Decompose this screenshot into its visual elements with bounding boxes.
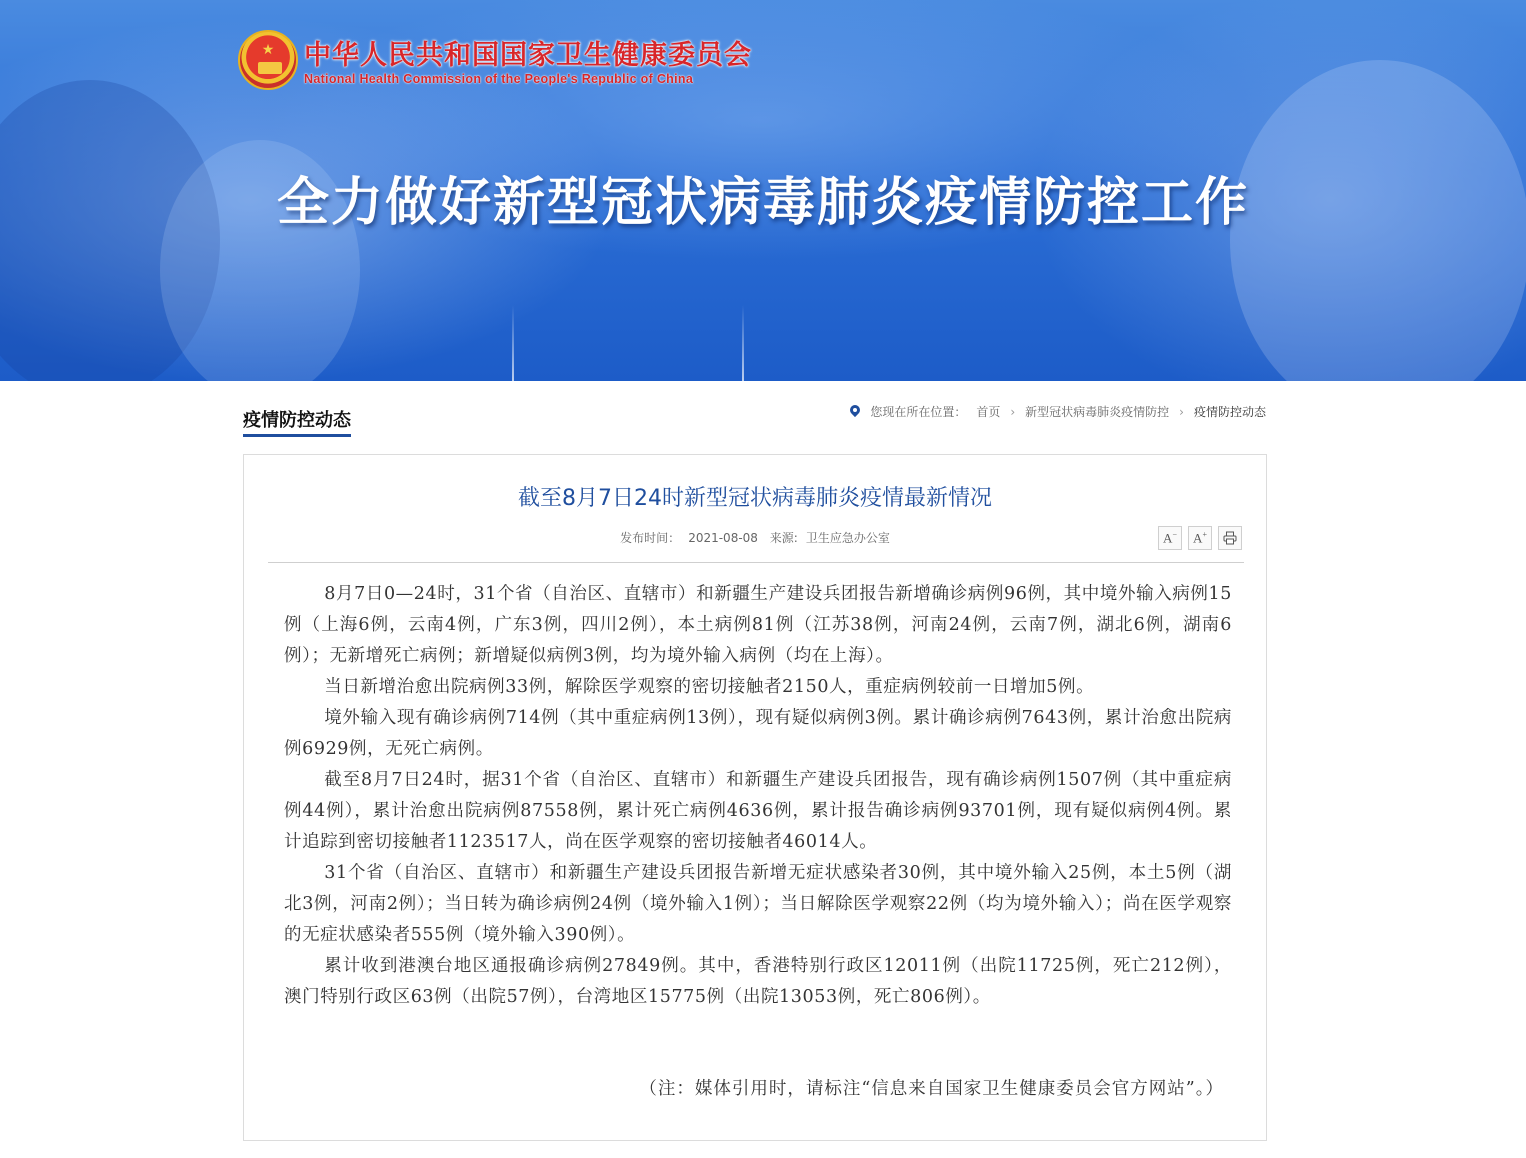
banner-light-line [512,305,514,381]
print-icon [1223,531,1237,545]
national-emblem-logo[interactable] [238,30,298,90]
article-meta [244,529,1266,546]
article-paragraph: 累计收到港澳台地区通报确诊病例27849例。其中，香港特别行政区12011例（出院11725例，死亡212例），澳门特别行政区63例（出院57例），台湾地区15775例（出院13053例，死亡806例）。 [284,956,1232,1007]
article-tools [1158,526,1242,550]
publish-label: 发布时间： [620,531,681,545]
font-smaller-icon: A− [1163,529,1177,546]
article-paragraph: 当日新增治愈出院病例33例，解除医学观察的密切接触者2150人，重症病例较前一日增加5例。 [324,677,1095,697]
breadcrumb-prefix: 您现在所在位置： [870,405,967,419]
article-paragraph: 境外输入现有确诊病例714例（其中重症病例13例），现有疑似病例3例。累计确诊病例7643例，累计治愈出院病例6929例，无死亡病例。 [284,708,1232,759]
breadcrumb-separator: › [1179,404,1184,419]
header-banner [0,0,1526,381]
org-name-cn[interactable]: 中华人民共和国国家卫生健康委员会 [304,40,752,71]
banner-light-line [742,305,744,381]
breadcrumb-item-covid-prevention[interactable]: 新型冠状病毒肺炎疫情防控 [1025,405,1170,419]
source-value: 卫生应急办公室 [805,531,890,545]
breadcrumb-separator: › [1010,404,1016,419]
title-divider [268,562,1244,563]
media-citation-note: （注：媒体引用时，请标注“信息来自国家卫生健康委员会官方网站”。） [639,1079,1224,1099]
breadcrumb [850,403,1266,420]
breadcrumb-item-current[interactable]: 疫情防控动态 [1193,405,1266,419]
location-pin-icon [850,405,860,419]
article-title: 截至8月7日24时新型冠状病毒肺炎疫情最新情况 [518,486,992,511]
section-title: 疫情防控动态 [243,406,351,437]
print-button[interactable] [1218,526,1242,550]
banner-title: 全力做好新型冠状病毒肺炎疫情防控工作 [276,173,1249,233]
article-paragraph: 31个省（自治区、直辖市）和新疆生产建设兵团报告新增无症状感染者30例，其中境外输入25例，本土5例（湖北3例，河南2例）；当日转为确诊病例24例（境外输入1例）；当日解除医学观察22例（均为境外输入）；尚在医学观察的无症状感染者555例（境外输入390例）。 [284,863,1232,945]
article-paragraph: 8月7日0—24时，31个省（自治区、直辖市）和新疆生产建设兵团报告新增确诊病例96例，其中境外输入病例15例（上海6例，云南4例，广东3例，四川2例），本土病例81例（江苏38例，河南24例，云南7例，湖北6例，湖南6例）；无新增死亡病例；新增疑似病例3例，均为境外输入病例（均在上海）。 [284,584,1232,666]
star-icon: ★ [261,42,275,58]
breadcrumb-item-home[interactable]: 首页 [976,405,1001,419]
article-container [243,454,1267,1141]
font-smaller-button[interactable] [1158,526,1182,550]
article-paragraph: 截至8月7日24时，据31个省（自治区、直辖市）和新疆生产建设兵团报告，现有确诊病例1507例（其中重症病例44例），累计治愈出院病例87558例，累计死亡病例4636例，累计报告确诊病例93701例，现有疑似病例4例。累计追踪到密切接触者1123517人，尚在医学观察的密切接触者46014人。 [284,770,1232,852]
source-label: 来源: [769,531,798,545]
article-body [284,579,1232,1013]
publish-date: 2021-08-08 [688,531,758,545]
org-name-en[interactable]: National Health Commission of the People's Republic of China [304,72,694,86]
font-larger-icon: A+ [1193,529,1207,546]
font-larger-button[interactable] [1188,526,1212,550]
tiananmen-icon [258,62,282,74]
